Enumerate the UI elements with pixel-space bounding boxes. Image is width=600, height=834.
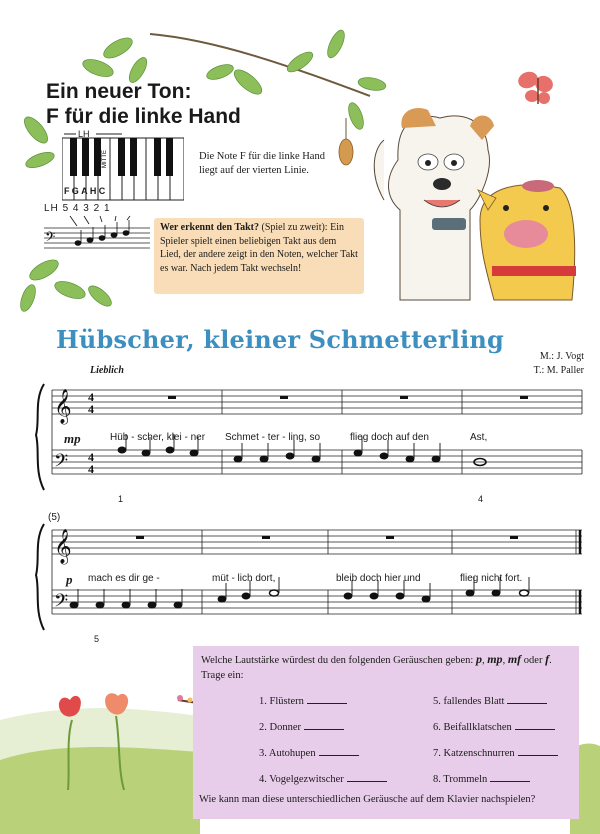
answer-blank-3[interactable] [319, 746, 359, 756]
exercise-question: Welche Lautstärke würdest du den folgenden Geräuschen geben: p, mp, mf oder f. Trage ein: [201, 652, 552, 681]
svg-text:4: 4 [88, 390, 94, 404]
exercise-question-end: . Trage ein: [201, 655, 552, 681]
svg-text:𝄞: 𝄞 [54, 529, 72, 564]
lyric-line2-measure4: flieg nicht fort. [460, 573, 523, 584]
svg-text:𝄞: 𝄞 [54, 389, 72, 424]
game-subheading: (Spiel zu zweit): [259, 222, 328, 233]
exercise-question-or: oder [523, 655, 543, 666]
measure-number-5-bracket: (5) [48, 512, 61, 523]
svg-text:4: 4 [88, 462, 94, 476]
lyric-line2-measure2: müt - lich dort, [212, 573, 276, 584]
exercise-item-2: 2. Donner [259, 720, 344, 733]
lyric-line1-measure4: Ast, [470, 432, 488, 443]
exercise-question-text: Welche Lautstärke würdest du den folgenden Geräuschen geben: [201, 655, 476, 666]
keyboard-hand-label: LH [78, 129, 90, 139]
svg-text:4: 4 [88, 450, 94, 464]
cat-drawing [478, 180, 576, 300]
lyricist-credit: T.: M. Paller [533, 365, 584, 376]
measure-number-5: 5 [94, 634, 100, 644]
composer-credit: M.: J. Vogt [539, 351, 584, 362]
answer-blank-8[interactable] [490, 772, 530, 782]
middle-key-label: MITTE [102, 150, 108, 168]
fingering-numbers: 5 4 3 2 1 [62, 203, 111, 214]
lyric-line2-measure3: bleib doch hier und [336, 573, 421, 584]
fingering-staff [44, 214, 154, 256]
tempo-marking: Lieblich [90, 365, 124, 376]
exercise-item-4: 4. Vogelgezwitscher [259, 772, 387, 785]
exercise-final-question: Wie kann man diese unterschiedlichen Geräusche auf dem Klavier nachspielen? [199, 794, 536, 805]
dog-drawing [374, 108, 494, 300]
dyn-p-label: p [475, 652, 482, 666]
lesson-title [46, 79, 241, 129]
exercise-box [193, 646, 579, 819]
title-line-2: F für die linke Hand [46, 105, 241, 128]
svg-text:4: 4 [88, 402, 94, 416]
svg-text:𝄢: 𝄢 [54, 591, 69, 616]
song-title: Hübscher, kleiner Schmetterling [56, 325, 505, 354]
title-line-1: Ein neuer Ton: [46, 80, 192, 103]
lyric-line1-measure2: Schmet - ter - ling, so [225, 432, 321, 443]
game-heading: Wer erkennt den Takt? [160, 222, 259, 233]
lyric-line1-measure1: Hüb - scher, klei - ner [110, 432, 206, 443]
game-box [154, 218, 364, 294]
measure-number-4: 4 [478, 494, 484, 504]
answer-blank-5[interactable] [507, 694, 547, 704]
dynamic-mp: mp [64, 431, 81, 446]
dyn-mf-label: mf [507, 652, 522, 666]
game-body: Ein Spieler spielt einen beliebigen Takt aus dem Lied, der andere zeigt in den Noten, welcher Takt es war. Nach jedem Takt wechseln! [160, 222, 358, 274]
answer-blank-6[interactable] [515, 720, 555, 730]
lyric-line1-measure3: flieg doch auf den [350, 432, 429, 443]
exercise-item-5: 5. fallendes Blatt [433, 694, 547, 707]
exercise-item-7: 7. Katzenschnurren [433, 746, 558, 759]
fingering-hand: LH [44, 203, 59, 214]
measure-number-1: 1 [118, 494, 124, 504]
svg-text:𝄢: 𝄢 [45, 229, 56, 248]
note-f-description: Die Note F für die linke Hand liegt auf der vierten Linie. [199, 151, 325, 176]
svg-text:𝄢: 𝄢 [54, 451, 69, 476]
exercise-item-6: 6. Beifallklatschen [433, 720, 555, 733]
answer-blank-7[interactable] [518, 746, 558, 756]
exercise-item-8: 8. Trommeln [433, 772, 530, 785]
exercise-item-3: 3. Autohupen [259, 746, 359, 759]
lyric-line2-measure1: mach es dir ge - [88, 573, 160, 584]
exercise-item-1: 1. Flüstern [259, 694, 347, 707]
dyn-f-label: f [545, 652, 550, 666]
answer-blank-1[interactable] [307, 694, 347, 704]
keyboard-key-letters: FGAHC [64, 186, 108, 196]
dynamic-p: p [66, 572, 73, 587]
answer-blank-4[interactable] [347, 772, 387, 782]
butterfly-drawing [516, 69, 555, 104]
answer-blank-2[interactable] [304, 720, 344, 730]
dyn-mp-label: mp [487, 652, 503, 666]
fingering-label [44, 203, 111, 214]
